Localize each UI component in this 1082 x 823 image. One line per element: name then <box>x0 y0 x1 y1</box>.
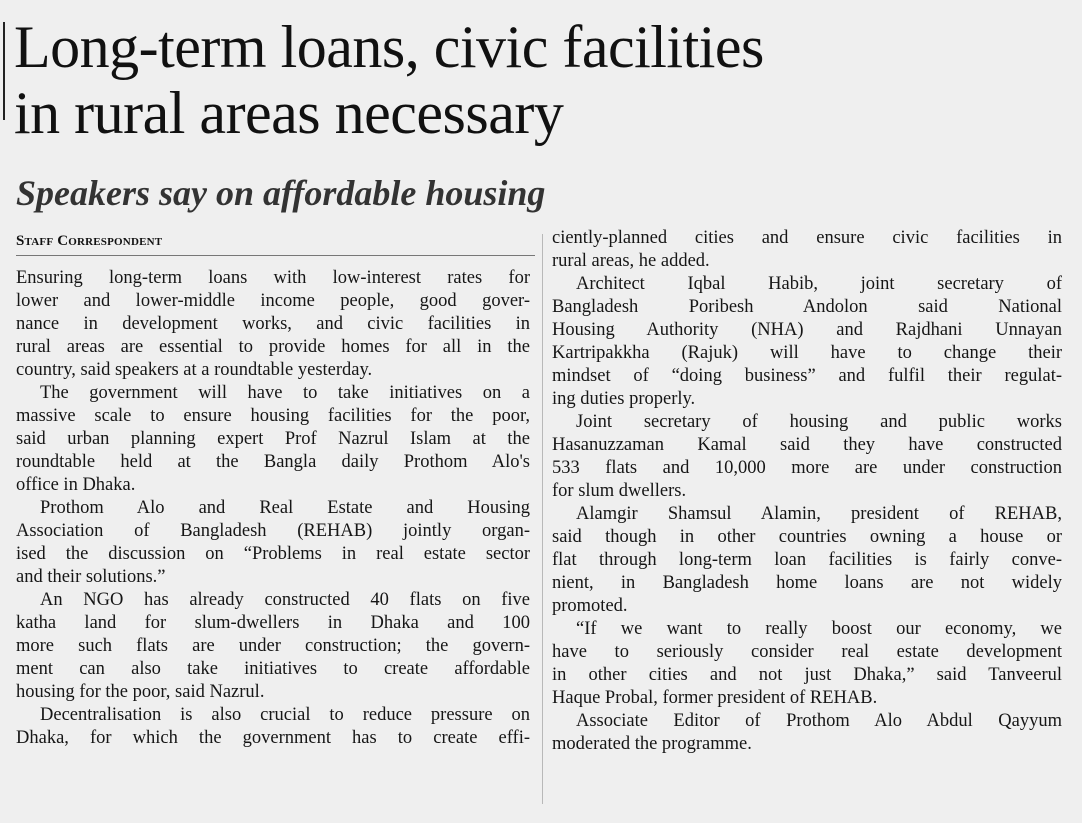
text-line: ciently-planned cities and ensure civic facilities in <box>552 228 1062 248</box>
text-line: Decentralisation is also crucial to reduce pressure on <box>40 705 530 725</box>
text-line: ised the discussion on “Problems in real estate sector <box>16 544 530 564</box>
text-line: in other cities and not just Dhaka,” said Tanveerul <box>552 665 1062 685</box>
article-column-right <box>552 227 1062 756</box>
text-line: Ensuring long-term loans with low-interest rates for <box>16 268 530 288</box>
text-line: ment can also take initiatives to create affordable <box>16 659 530 679</box>
text-line: Housing Authority (NHA) and Rajdhani Unnayan <box>552 320 1062 340</box>
text-line: Association of Bangladesh (REHAB) jointly organ- <box>16 521 530 541</box>
text-line: Dhaka, for which the government has to create effi- <box>16 728 530 748</box>
text-line: Bangladesh Poribesh Andolon said National <box>552 297 1062 317</box>
text-line: Joint secretary of housing and public works <box>576 412 1062 432</box>
text-line: more such flats are under construction; the govern- <box>16 636 530 656</box>
text-line: have to seriously consider real estate development <box>552 642 1062 662</box>
text-line: katha land for slum-dwellers in Dhaka and 100 <box>16 613 530 633</box>
text-line: Alamgir Shamsul Alamin, president of REHAB, <box>576 504 1062 524</box>
text-line: ing duties properly. <box>552 389 696 409</box>
text-line: flat through long-term loan facilities is fairly conve- <box>552 550 1062 570</box>
byline: Staff Correspondent <box>16 233 163 249</box>
text-line: office in Dhaka. <box>16 475 136 495</box>
text-line: Hasanuzzaman Kamal said they have constructed <box>552 435 1062 455</box>
text-line: nance in development works, and civic facilities in <box>16 314 530 334</box>
text-line: said though in other countries owning a house or <box>552 527 1062 547</box>
text-line: said urban planning expert Prof Nazrul Islam at the <box>16 429 530 449</box>
text-line: rural areas, he added. <box>552 251 710 271</box>
text-line: Haque Probal, former president of REHAB. <box>552 688 878 708</box>
headline-line-1: Long-term loans, civic facilities <box>14 14 764 80</box>
article-column-left <box>16 267 530 750</box>
text-line: roundtable held at the Bangla daily Prothom Alo's <box>16 452 530 472</box>
text-line: 533 flats and 10,000 more are under construction <box>552 458 1062 478</box>
text-line: Architect Iqbal Habib, joint secretary of <box>576 274 1062 294</box>
text-line: nient, in Bangladesh home loans are not widely <box>552 573 1062 593</box>
text-line: and their solutions.” <box>16 567 166 587</box>
text-line: rural areas are essential to provide homes for all in the <box>16 337 530 357</box>
column-divider <box>542 234 543 804</box>
text-line: for slum dwellers. <box>552 481 687 501</box>
text-line: massive scale to ensure housing facilities for the poor, <box>16 406 530 426</box>
left-margin-rule <box>3 22 5 120</box>
text-line: promoted. <box>552 596 628 616</box>
subheadline: Speakers say on affordable housing <box>16 173 546 213</box>
byline-divider <box>16 255 535 256</box>
text-line: Prothom Alo and Real Estate and Housing <box>40 498 530 518</box>
text-line: Kartripakkha (Rajuk) will have to change their <box>552 343 1062 363</box>
text-line: mindset of “doing business” and fulfil their regulat- <box>552 366 1062 386</box>
text-line: lower and lower-middle income people, good gover- <box>16 291 530 311</box>
text-line: country, said speakers at a roundtable yesterday. <box>16 360 373 380</box>
text-line: The government will have to take initiatives on a <box>40 383 530 403</box>
text-line: An NGO has already constructed 40 flats on five <box>40 590 530 610</box>
text-line: moderated the programme. <box>552 734 752 754</box>
headline <box>14 14 1074 146</box>
text-line: “If we want to really boost our economy, we <box>576 619 1062 639</box>
text-line: Associate Editor of Prothom Alo Abdul Qayyum <box>576 711 1062 731</box>
text-line: housing for the poor, said Nazrul. <box>16 682 265 702</box>
headline-line-2: in rural areas necessary <box>14 80 564 146</box>
